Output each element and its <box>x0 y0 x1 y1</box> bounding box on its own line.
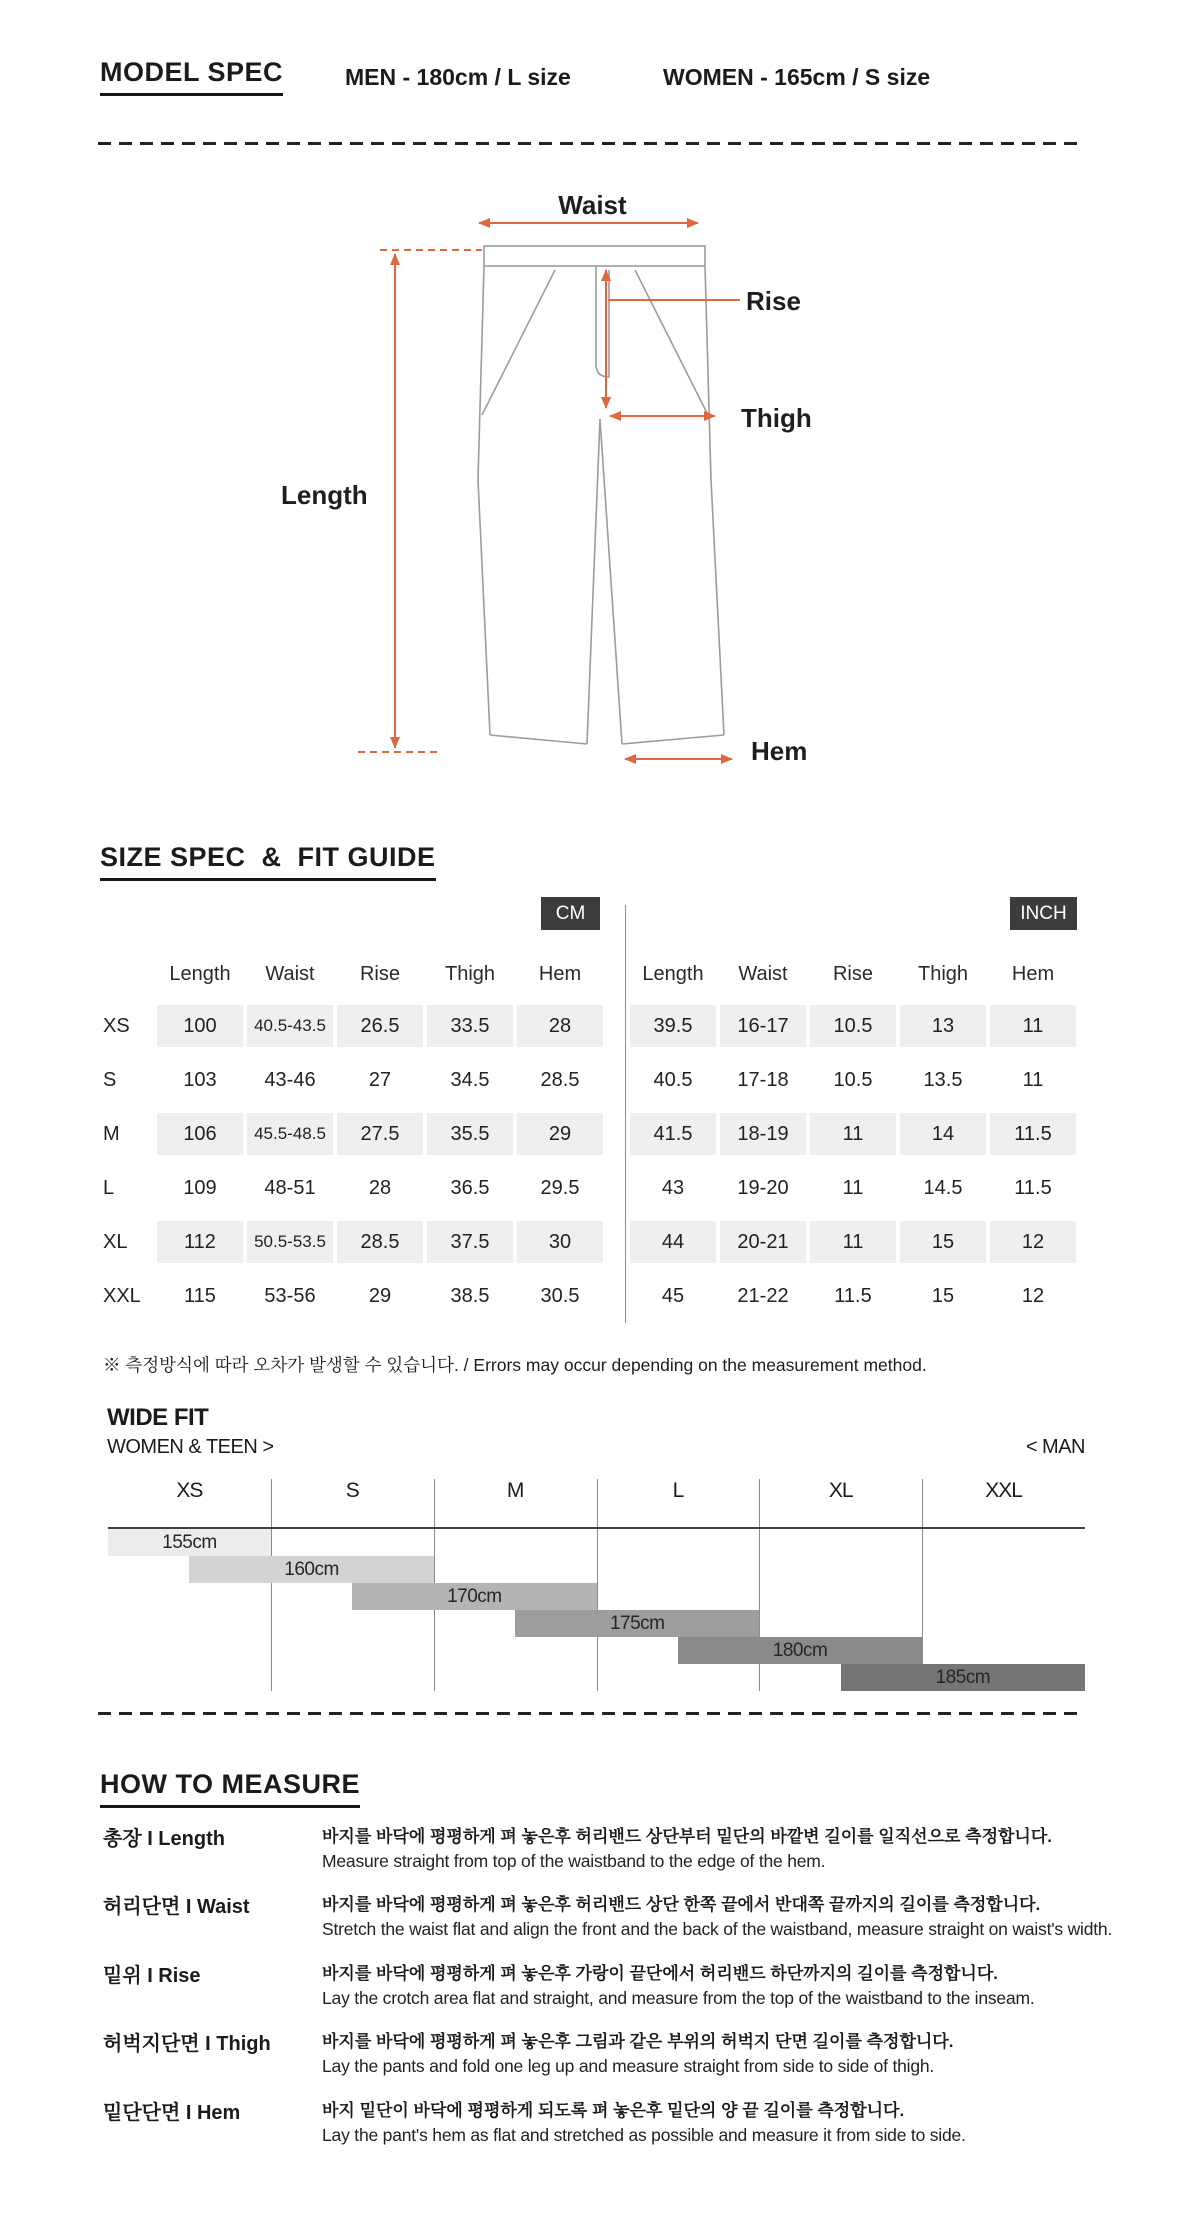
measure-term-label: 총장 I Length <box>103 1828 225 1850</box>
table-value-cell: 27 <box>368 1068 392 1091</box>
table-value-cell: 112 <box>157 1215 243 1269</box>
fit-bar <box>352 1583 596 1610</box>
table-value-cell: 20-21 <box>720 1215 806 1269</box>
size-row-label: XL <box>103 1230 128 1253</box>
table-vertical-divider <box>625 905 626 1323</box>
fit-bar-label: 185cm <box>935 1666 991 1688</box>
table-value-cell: 37.5 <box>427 1215 513 1269</box>
fit-bar <box>678 1637 922 1664</box>
pants-fly-line <box>596 266 609 377</box>
size-column-label: XS <box>176 1479 203 1502</box>
table-value-cell: 28.5 <box>540 1068 580 1091</box>
measure-desc-en: Measure straight from top of the waistband to the edge of the hem. <box>322 1851 826 1871</box>
size-row-label: S <box>103 1068 117 1091</box>
fit-bar-label: 175cm <box>609 1612 665 1634</box>
table-value-cell: 43-46 <box>264 1068 316 1091</box>
table-value-cell: 10.5 <box>833 1068 873 1091</box>
hem-label: Hem <box>751 736 808 766</box>
size-column-label: XXL <box>985 1479 1022 1502</box>
table-value-cell: 13.5 <box>923 1068 963 1091</box>
measure-term-label: 허리단면 I Waist <box>103 1896 250 1919</box>
size-row-label: M <box>103 1122 120 1145</box>
size-column-label: M <box>506 1479 524 1502</box>
table-value-cell: 27.5 <box>337 1107 423 1161</box>
table-header-cell: Rise <box>359 962 400 985</box>
fit-bar <box>841 1664 1085 1691</box>
table-value-cell: 106 <box>157 1107 243 1161</box>
table-header-cell: Length <box>169 962 231 985</box>
table-value-cell: 10.5 <box>810 999 896 1053</box>
pants-left-pocket-line <box>482 270 555 415</box>
table-value-cell: 33.5 <box>427 999 513 1053</box>
unit-badge-cm: CM <box>541 897 600 930</box>
size-table-inch <box>630 949 1076 1323</box>
widefit-title: WIDE FIT <box>107 1404 209 1431</box>
table-value-cell: 45 <box>661 1284 685 1307</box>
table-value-cell: 28 <box>368 1176 392 1199</box>
fit-bar-label: 160cm <box>284 1558 339 1580</box>
table-value-cell: 11 <box>990 999 1076 1053</box>
table-value-cell: 11 <box>810 1107 896 1161</box>
measure-desc-kr: 바지를 바닥에 평평하게 펴 놓은후 가랑이 끝단에서 허리밴드 하단까지의 길이를 측정합니다. <box>322 1963 998 1983</box>
table-value-cell: 100 <box>157 999 243 1053</box>
table-value-cell: 29 <box>517 1107 603 1161</box>
pants-waistband <box>484 246 705 266</box>
rise-label: Rise <box>746 286 801 316</box>
table-value-cell: 29.5 <box>540 1176 580 1199</box>
dashed-divider-bottom <box>98 1712 1083 1715</box>
widefit-right-label: < MAN <box>1025 1436 1085 1458</box>
table-value-cell: 11.5 <box>834 1284 872 1307</box>
table-value-cell: 16-17 <box>720 999 806 1053</box>
column-separator-line <box>271 1479 272 1691</box>
how-to-measure-title <box>100 1769 360 1808</box>
table-value-cell: 29 <box>368 1284 392 1307</box>
column-separator-line <box>922 1479 923 1691</box>
measure-term-label: 밑단단면 I Hem <box>103 2101 241 2124</box>
measure-desc-en: Lay the pants and fold one leg up and measure straight from side to side of thigh. <box>322 2056 935 2077</box>
pants-right-hem <box>622 735 724 744</box>
widefit-chart <box>108 1476 1085 1692</box>
table-value-cell: 34.5 <box>450 1068 490 1091</box>
thigh-label: Thigh <box>741 403 812 433</box>
dashed-divider-top <box>98 142 1083 145</box>
size-column-label: XL <box>828 1479 853 1502</box>
measure-desc-kr: 바지를 바닥에 평평하게 펴 놓은후 그림과 같은 부위의 허벅지 단면 길이를 측정합니다. <box>322 2032 954 2052</box>
table-value-cell: 12 <box>1021 1284 1045 1307</box>
size-row-label: L <box>103 1176 115 1199</box>
measure-term-label: 밑위 I Rise <box>103 1964 201 1987</box>
table-value-cell: 109 <box>183 1176 217 1199</box>
pants-right-outseam <box>705 266 724 735</box>
table-value-cell: 14.5 <box>923 1176 963 1199</box>
length-label: Length <box>281 480 368 510</box>
table-value-cell: 45.5-48.5 <box>247 1107 333 1161</box>
size-column-label: L <box>672 1479 684 1502</box>
table-value-cell: 43 <box>661 1176 685 1199</box>
fit-bar-label: 155cm <box>162 1531 217 1553</box>
measure-desc-kr: 바지 밑단이 바닥에 평평하게 되도록 펴 놓은후 밑단의 양 끝 길이를 측정합니다. <box>322 2100 905 2120</box>
model-spec-title <box>100 57 283 96</box>
fit-bar <box>108 1529 271 1556</box>
table-value-cell: 30.5 <box>540 1284 580 1307</box>
size-row-label: XXL <box>103 1284 141 1307</box>
measure-desc-kr: 바지를 바닥에 평평하게 펴 놓은후 허리밴드 상단부터 밑단의 바깥변 길이를 일직선으로 측정합니다. <box>322 1827 1052 1846</box>
table-value-cell: 44 <box>630 1215 716 1269</box>
table-value-cell: 15 <box>931 1284 955 1307</box>
table-value-cell: 12 <box>990 1215 1076 1269</box>
table-value-cell: 26.5 <box>337 999 423 1053</box>
unit-badge-inch: INCH <box>1010 897 1077 930</box>
measure-desc-en: Lay the pant's hem as flat and stretched as possible and measure it from side to side. <box>322 2124 966 2145</box>
table-header-cell: Waist <box>738 962 788 985</box>
table-value-cell: 30 <box>517 1215 603 1269</box>
fit-bar-label: 180cm <box>772 1639 828 1661</box>
table-header-cell: Rise <box>832 962 873 985</box>
table-value-cell: 103 <box>183 1068 217 1091</box>
table-value-cell: 18-19 <box>720 1107 806 1161</box>
table-corner-cell <box>103 949 153 999</box>
table-value-cell: 17-18 <box>737 1068 789 1091</box>
widefit-left-label: WOMEN & TEEN > <box>107 1436 274 1458</box>
table-value-cell: 40.5 <box>653 1068 693 1091</box>
model-spec-men: MEN - 180cm / L size <box>345 64 571 90</box>
table-value-cell: 15 <box>900 1215 986 1269</box>
size-table-cm <box>103 949 603 1323</box>
size-spec-title-text: SIZE SPEC & FIT GUIDE <box>100 842 436 881</box>
table-value-cell: 11 <box>810 1215 896 1269</box>
model-spec-title-text: MODEL SPEC <box>100 57 283 96</box>
table-value-cell: 35.5 <box>427 1107 513 1161</box>
table-value-cell: 50.5-53.5 <box>247 1215 333 1269</box>
table-value-cell: 11 <box>842 1176 864 1199</box>
fit-bar-label: 170cm <box>447 1585 502 1607</box>
table-value-cell: 13 <box>900 999 986 1053</box>
pants-right-inseam <box>600 419 622 744</box>
table-header-cell: Thigh <box>917 962 969 985</box>
table-value-cell: 21-22 <box>737 1284 789 1307</box>
table-value-cell: 41.5 <box>630 1107 716 1161</box>
table-value-cell: 11.5 <box>1014 1176 1052 1199</box>
pants-right-pocket-line <box>635 270 708 415</box>
table-value-cell: 36.5 <box>450 1176 490 1199</box>
table-header-cell: Hem <box>538 962 582 985</box>
fit-bar <box>515 1610 759 1637</box>
table-header-cell: Hem <box>1011 962 1055 985</box>
table-value-cell: 19-20 <box>737 1176 789 1199</box>
table-value-cell: 11.5 <box>990 1107 1076 1161</box>
table-value-cell: 40.5-43.5 <box>247 999 333 1053</box>
table-value-cell: 28 <box>517 999 603 1053</box>
table-value-cell: 11 <box>1022 1068 1044 1091</box>
table-value-cell: 39.5 <box>630 999 716 1053</box>
size-column-label: S <box>345 1479 359 1502</box>
fit-bar <box>189 1556 433 1583</box>
pants-left-outseam <box>478 266 490 735</box>
model-spec-women: WOMEN - 165cm / S size <box>663 64 931 90</box>
table-value-cell: 14 <box>900 1107 986 1161</box>
pants-left-hem <box>490 735 587 744</box>
pants-left-inseam <box>587 419 600 744</box>
size-spec-title <box>100 842 436 881</box>
table-value-cell: 115 <box>184 1284 216 1307</box>
how-to-measure-title-text: HOW TO MEASURE <box>100 1769 360 1808</box>
measure-term-label: 허벅지단면 I Thigh <box>103 2033 271 2056</box>
column-separator-line <box>597 1479 598 1691</box>
measure-desc-en: Lay the crotch area flat and straight, and measure from the top of the waistband to the inseam. <box>322 1987 1035 2008</box>
size-row-label: XS <box>103 1014 130 1037</box>
table-value-cell: 48-51 <box>264 1176 316 1199</box>
table-header-cell: Waist <box>265 962 315 985</box>
pants-measurement-diagram <box>330 180 890 780</box>
table-value-cell: 38.5 <box>450 1284 490 1307</box>
waist-label: Waist <box>558 190 627 220</box>
table-value-cell: 53-56 <box>264 1284 316 1307</box>
measurement-note: ※ 측정방식에 따라 오차가 발생할 수 있습니다. / Errors may occur depending on the measurement method. <box>103 1355 927 1375</box>
table-header-cell: Thigh <box>444 962 496 985</box>
table-header-cell: Length <box>642 962 704 985</box>
table-value-cell: 28.5 <box>337 1215 423 1269</box>
measure-desc-en: Stretch the waist flat and align the front and the back of the waistband, measure straight on waist's width. <box>322 1919 1113 1940</box>
measure-desc-kr: 바지를 바닥에 평평하게 펴 놓은후 허리밴드 상단 한쪽 끝에서 반대쪽 끝까지의 길이를 측정합니다. <box>322 1895 1041 1915</box>
